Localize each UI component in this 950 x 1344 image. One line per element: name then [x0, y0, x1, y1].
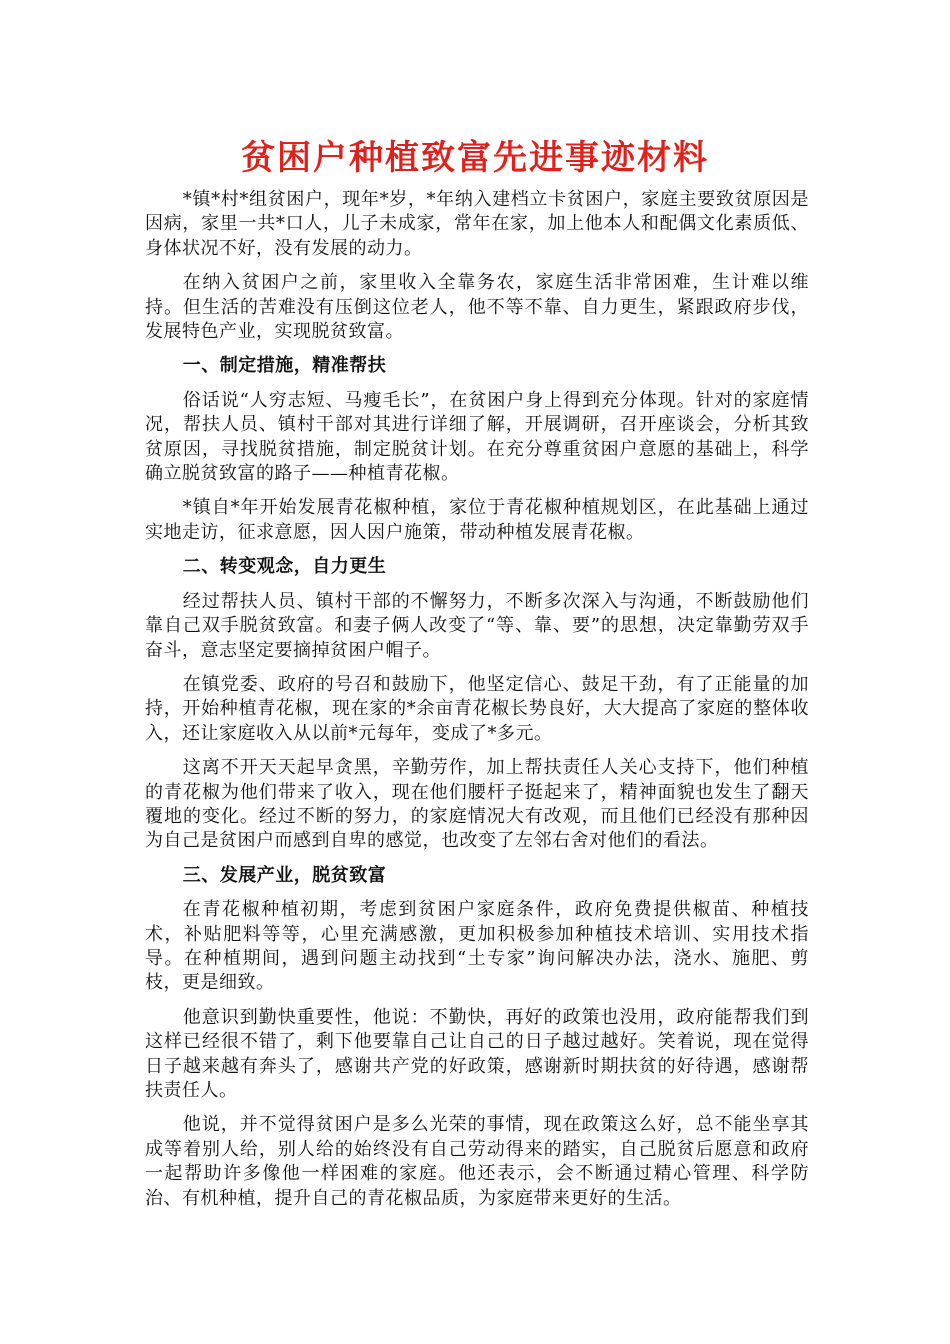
paragraph: 俗话说“人穷志短、马瘦毛长”，在贫困户身上得到充分体现。针对的家庭情况，帮扶人员、镇村干部对其进行详细了解，开展调研，召开座谈会，分析其致贫原因，寻找脱贫措施，制定脱贫计划。在充分尊重贫困户意愿的基础上，科学确立脱贫致富的路子——种植青花椒。 [145, 389, 809, 485]
paragraph: 他意识到勤快重要性，他说：不勤快，再好的政策也没用，政府能帮我们到这样已经很不错了，剩下他要靠自己让自己的日子越过越好。笑着说，现在觉得日子越来越有奔头了，感谢共产党的好政策，感谢新时期扶贫的好待遇，感谢帮扶责任人。 [145, 1006, 809, 1101]
paragraph: *镇自*年开始发展青花椒种植，家位于青花椒种植规划区，在此基础上通过实地走访，征求意愿，因人因户施策，带动种植发展青花椒。 [145, 497, 809, 543]
paragraph: 在青花椒种植初期，考虑到贫困户家庭条件，政府免费提供椒苗、种植技术，补贴肥料等等，心里充满感激，更加积极参加种植技术培训、实用技术指导。在种植期间，遇到问题主动找到“土专家”询问解决办法，浇水、施肥、剪枝，更是细致。 [145, 899, 809, 994]
paragraph: 在镇党委、政府的号召和鼓励下，他坚定信心、鼓足干劲，有了正能量的加持，开始种植青花椒，现在家的*余亩青花椒长势良好，大大提高了家庭的整体收入，还让家庭收入从以前*元每年，变成了*多元。 [145, 673, 809, 744]
paragraph: 在纳入贫困户之前，家里收入全靠务农，家庭生活非常困难，生计难以维持。但生活的苦难没有压倒这位老人，他不等不靠、自力更生，紧跟政府步伐，发展特色产业，实现脱贫致富。 [145, 272, 809, 343]
section-heading: 三、发展产业，脱贫致富 [182, 864, 387, 886]
document-body [145, 188, 809, 1221]
paragraph: 经过帮扶人员、镇村干部的不懈努力，不断多次深入与沟通，不断鼓励他们靠自己双手脱贫致富。和妻子俩人改变了“等、靠、要”的思想，决定靠勤劳双手奋斗，意志坚定要摘掉贫困户帽子。 [145, 590, 809, 661]
section-heading: 一、制定措施，精准帮扶 [182, 355, 387, 377]
paragraph: 他说，并不觉得贫困户是多么光荣的事情，现在政策这么好，总不能坐享其成等着别人给，别人给的始终没有自己劳动得来的踏实，自己脱贫后愿意和政府一起帮助许多像他一样困难的家庭。他还表示，会不断通过精心管理、科学防治、有机种植，提升自己的青花椒品质，为家庭带来更好的生活。 [145, 1114, 809, 1209]
document-title: 贫困户种植致富先进事迹材料 [241, 138, 709, 178]
paragraph: *镇*村*组贫困户，现年*岁，*年纳入建档立卡贫困户，家庭主要致贫原因是因病，家里一共*口人，儿子未成家，常年在家，加上他本人和配偶文化素质低、身体状况不好，没有发展的动力。 [145, 189, 809, 259]
section-heading: 二、转变观念，自力更生 [182, 556, 387, 578]
paragraph: 这离不开天天起早贪黑，辛勤劳作，加上帮扶责任人关心支持下，他们种植的青花椒为他们带来了收入，现在他们腰杆子挺起来了，精神面貌也发生了翻天覆地的变化。经过不断的努力，的家庭情况大有改观，而且他们已经没有那种因为自己是贫困户而感到自卑的感觉，也改变了左邻右舍对他们的看法。 [145, 757, 809, 852]
